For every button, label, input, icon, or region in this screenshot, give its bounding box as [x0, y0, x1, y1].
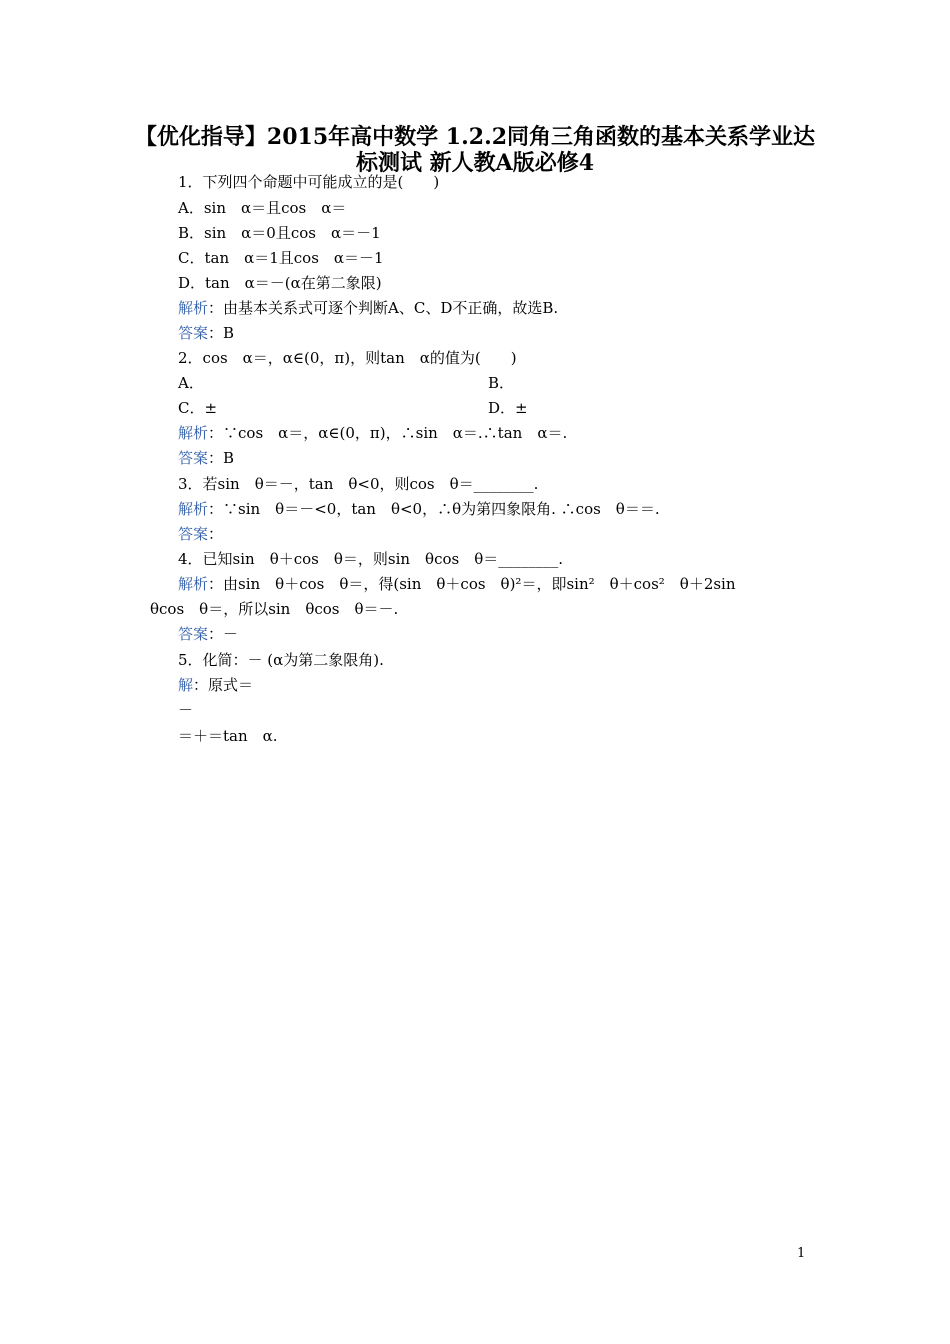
- question-5-solution-line-2: －: [178, 701, 194, 719]
- question-1-option-b: B．sin α＝0且cos α＝－1: [178, 224, 381, 242]
- solution-text: 由sin θ＋cos θ＝，得(sin θ＋cos θ)²＝，即sin² θ＋cos² θ＋2sin: [223, 575, 736, 593]
- solution-label: 解析: [178, 424, 209, 442]
- solution-text: ∵sin θ＝－<0，tan θ<0，∴θ为第四象限角. ∴cos θ＝＝.: [223, 500, 660, 518]
- solution-text: 由基本关系式可逐个判断A、C、D不正确，故选B.: [223, 299, 559, 317]
- colon: ：: [208, 324, 224, 342]
- answer-label: 答案: [178, 324, 209, 342]
- question-4: 4．已知sin θ＋cos θ＝，则sin θcos θ＝________.: [178, 550, 564, 568]
- title-line-1: 【优化指导】2015年高中数学 1.2.2同角三角函数的基本关系学业达: [134, 124, 816, 150]
- colon: ：: [208, 299, 224, 317]
- solution-text: 原式＝: [208, 676, 254, 694]
- question-2-option-d: D．±: [488, 399, 528, 417]
- answer-text: B: [223, 449, 235, 467]
- question-1-option-a: A．sin α＝且cos α＝: [178, 199, 347, 217]
- question-2-option-b: B．: [488, 374, 515, 392]
- question-1-solution: [178, 298, 558, 318]
- question-4-solution-cont: θcos θ＝，所以sin θcos θ＝－.: [150, 600, 399, 618]
- solution-label: 解析: [178, 299, 209, 317]
- question-2: 2．cos α＝，α∈(0，π)，则tan α的值为( ): [178, 349, 517, 367]
- question-2-solution: [178, 423, 567, 443]
- colon: ：: [208, 625, 224, 643]
- question-1-option-d: D．tan α＝－(α在第二象限): [178, 274, 382, 292]
- question-2-answer: [178, 448, 234, 468]
- answer-label: 答案: [178, 625, 209, 643]
- question-1-option-c: C．tan α＝1且cos α＝－1: [178, 249, 384, 267]
- answer-label: 答案: [178, 525, 209, 543]
- question-4-solution: [178, 574, 736, 594]
- colon: ：: [193, 676, 209, 694]
- question-3-answer: [178, 524, 223, 544]
- question-1-answer: [178, 323, 234, 343]
- answer-label: 答案: [178, 449, 209, 467]
- solution-label: 解析: [178, 575, 209, 593]
- answer-text: B: [223, 324, 235, 342]
- colon: ：: [208, 500, 224, 518]
- colon: ：: [208, 525, 224, 543]
- question-2-option-c: C．±: [178, 399, 218, 417]
- question-5-solution: [178, 675, 253, 695]
- question-5: 5．化简：－ (α为第二象限角).: [178, 651, 384, 669]
- question-5-solution-line-3: ＝＋＝tan α.: [178, 727, 278, 745]
- page-number: 1: [797, 1246, 806, 1261]
- colon: ：: [208, 449, 224, 467]
- solution-label: 解析: [178, 500, 209, 518]
- colon: ：: [208, 424, 224, 442]
- colon: ：: [208, 575, 224, 593]
- question-3-solution: [178, 499, 660, 519]
- question-1: 1．下列四个命题中可能成立的是( ): [178, 173, 440, 191]
- question-2-option-a: A．: [178, 374, 204, 392]
- answer-text: －: [223, 625, 239, 643]
- question-4-answer: [178, 624, 238, 644]
- solution-text: ∵cos α＝，α∈(0，π)，∴sin α＝.∴tan α＝.: [223, 424, 568, 442]
- question-3: 3．若sin θ＝－，tan θ<0，则cos θ＝________.: [178, 475, 539, 493]
- title-line-2: 标测试 新人教A版必修4: [355, 150, 595, 176]
- solution-label: 解: [178, 676, 194, 694]
